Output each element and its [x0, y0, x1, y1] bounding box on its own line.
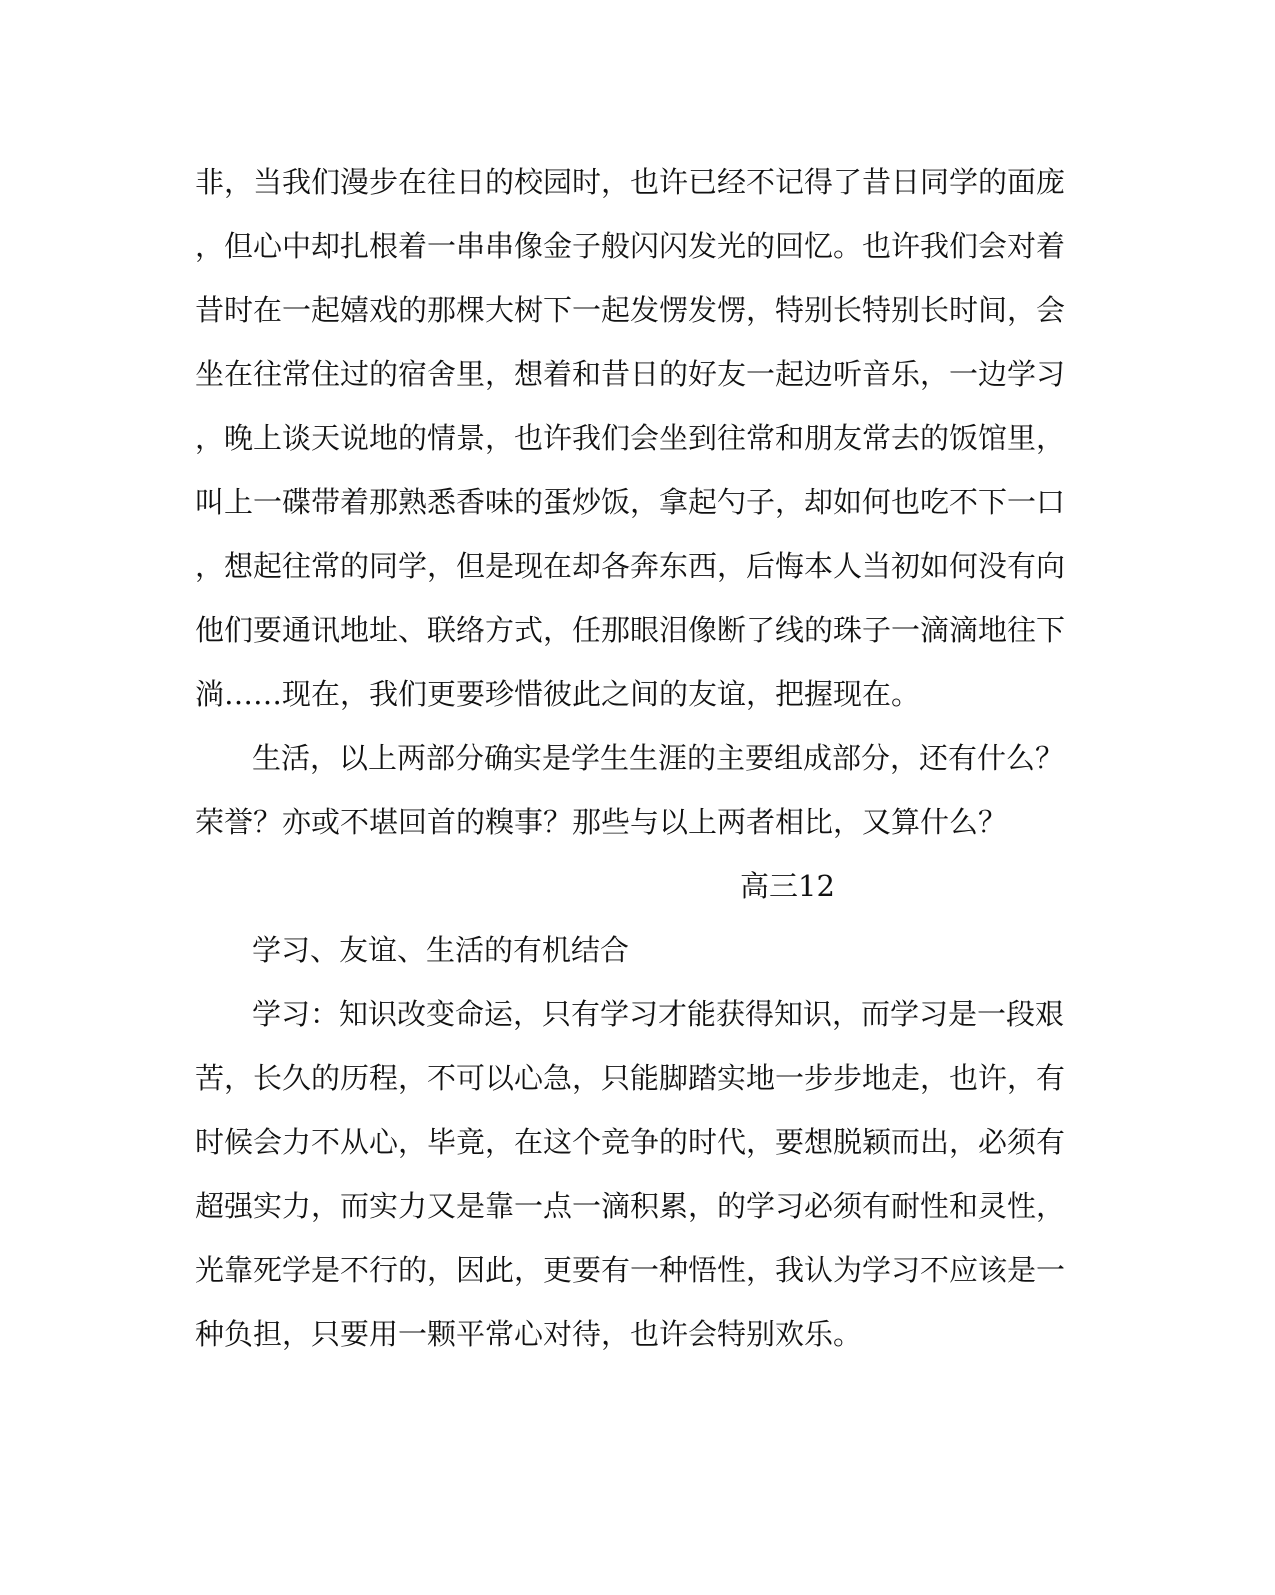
paragraph-study: [195, 982, 1066, 1366]
essay-title: 学习、友谊、生活的有机结合: [252, 933, 630, 967]
text-line: 淌……现在，我们更要珍惜彼此之间的友谊，把握现在。: [195, 677, 921, 711]
text-line: ，晚上谈天说地的情景，也许我们会坐到往常和朋友常去的饭馆里，: [195, 421, 1066, 455]
text-line: ，但心中却扎根着一串串像金子般闪闪发光的回忆。也许我们会对着: [195, 229, 1066, 263]
text-line: 光靠死学是不行的，因此，更要有一种悟性，我认为学习不应该是一: [195, 1253, 1066, 1287]
text-line: 昔时在一起嬉戏的那棵大树下一起发愣发愣，特别长特别长时间，会: [195, 293, 1066, 327]
text-line: 时候会力不从心，毕竟，在这个竞争的时代，要想脱颖而出，必须有: [195, 1125, 1066, 1159]
body-text: [195, 150, 1066, 1366]
text-line: 他们要通讯地址、联络方式，任那眼泪像断了线的珠子一滴滴地往下: [195, 613, 1066, 647]
text-line: 叫上一碟带着那熟悉香味的蛋炒饭，拿起勺子，却如何也吃不下一口: [195, 485, 1066, 519]
paragraph-life: [195, 726, 1065, 854]
text-line: 坐在往常住过的宿舍里，想着和昔日的好友一起边听音乐，一边学习: [195, 357, 1066, 391]
text-line: 荣誉？亦或不堪回首的糗事？那些与以上两者相比，又算什么？: [195, 805, 1008, 839]
text-line: 种负担，只要用一颗平常心对待，也许会特别欢乐。: [195, 1317, 863, 1351]
text-line: ，想起往常的同学，但是现在却各奔东西，后悔本人当初如何没有向: [195, 549, 1066, 583]
text-line: 苦，长久的历程，不可以心急，只能脚踏实地一步步地走，也许，有: [195, 1061, 1066, 1095]
paragraph-friendship: [195, 150, 1066, 726]
text-line: 超强实力，而实力又是靠一点一滴积累，的学习必须有耐性和灵性，: [195, 1189, 1066, 1223]
author-class: 高三12: [740, 869, 835, 903]
text-line: 非，当我们漫步在往日的校园时，也许已经不记得了昔日同学的面庞: [195, 165, 1066, 199]
text-line: 学习：知识改变命运，只有学习才能获得知识，而学习是一段艰: [252, 997, 1065, 1031]
text-line: 生活，以上两部分确实是学生生涯的主要组成部分，还有什么？: [252, 741, 1065, 775]
